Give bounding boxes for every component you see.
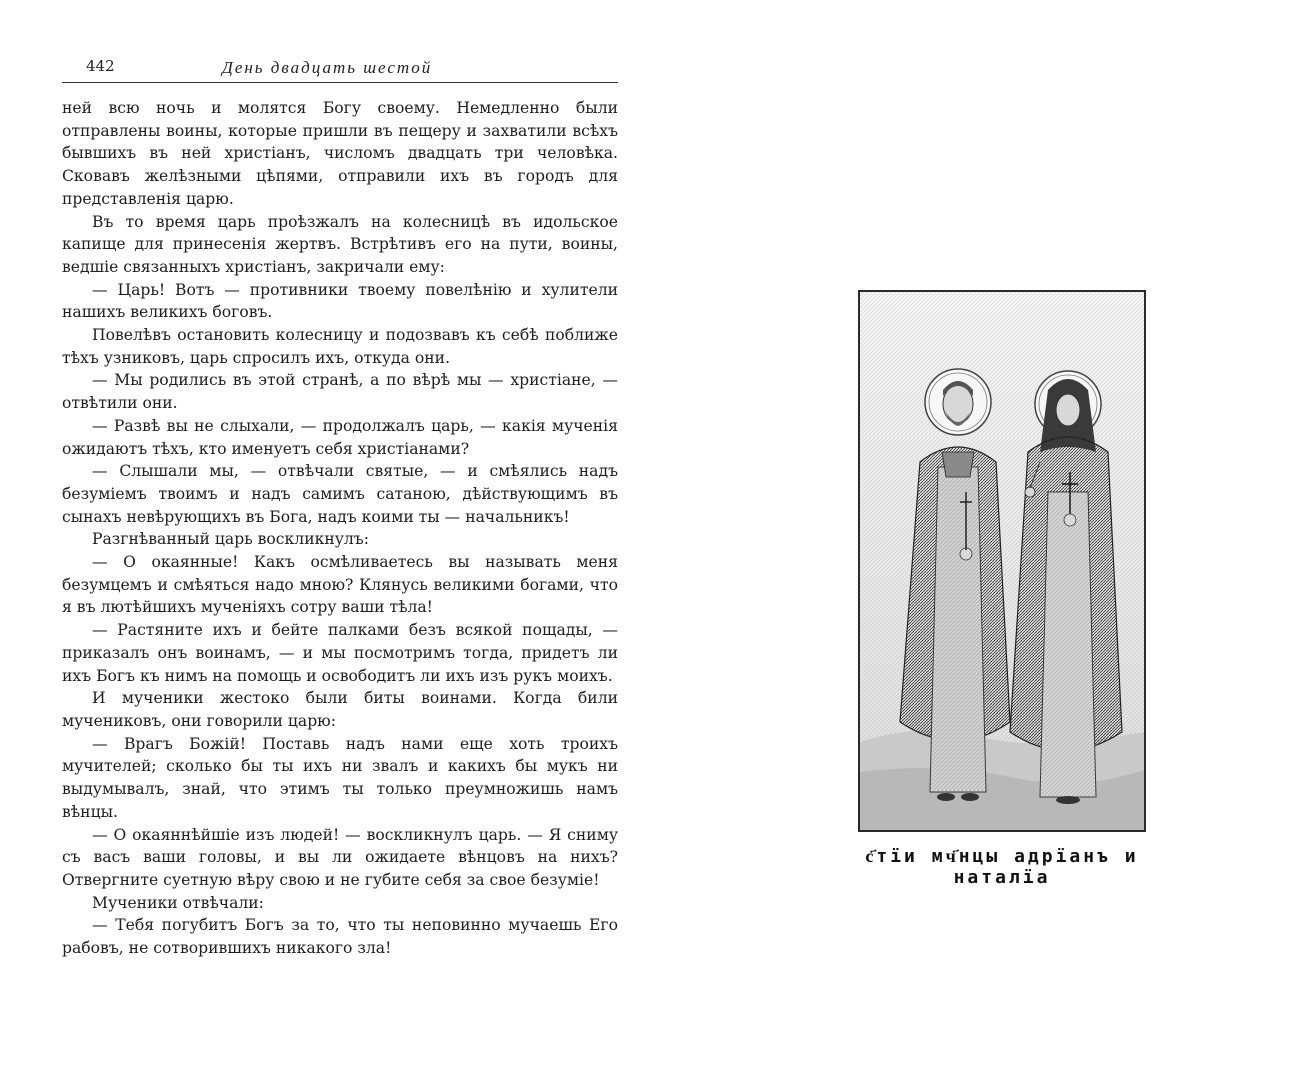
page-number: 442	[86, 57, 115, 75]
illustration-block	[858, 290, 1146, 888]
paragraph: — Растяните ихъ и бейте палками безъ всякой пощады, — приказалъ онъ воинамъ, — и мы посмотримъ тогда, придетъ ли ихъ Богъ къ нимъ на помощь и освободитъ ли ихъ изъ рукъ моихъ.	[62, 621, 618, 685]
paragraph: Разгнѣванный царь воскликнулъ:	[92, 530, 369, 549]
saints-icon-engraving	[858, 290, 1146, 832]
text-body	[62, 97, 618, 960]
paragraph: Мученики отвѣчали:	[92, 893, 264, 912]
paragraph: — Врагъ Божій! Поставь надъ нами еще хоть троихъ мучителей; сколько бы ты ихъ ни звалъ и какихъ бы мукъ ни выдумывалъ, знай, что этимъ ты только преумножишь намъ вѣнцы.	[62, 734, 618, 821]
left-page	[62, 52, 618, 960]
paragraph: Повелѣвъ остановить колесницу и подозвавъ къ себѣ поближе тѣхъ узниковъ, царь спросилъ ихъ, откуда они.	[62, 326, 618, 367]
paragraph: И мученики жестоко были биты воинами. Когда били мучениковъ, они говорили царю:	[62, 689, 618, 730]
paragraph: — Царь! Вотъ — противники твоему повелѣнію и хулители нашихъ великихъ боговъ.	[62, 280, 618, 322]
paragraph: Въ то время царь проѣзжалъ на колесницѣ въ идольское капище для принесенія жертвъ. Встрѣтивъ его на пути, воины, ведшіе связанныхъ христіанъ, закричали ему:	[62, 212, 618, 276]
paragraph: — О окаянные! Какъ осмѣливаетесь вы называть меня безумцемъ и смѣяться надо мною? Клянусь великими богами, что я въ лютѣйшихъ мученіяхъ сотру ваши тѣла!	[62, 553, 618, 617]
paragraph: — Тебя погубитъ Богъ за то, что ты неповинно мучаешь Его рабовъ, не сотворившихъ никакого зла!	[62, 916, 618, 958]
paragraph: — Развѣ вы не слыхали, — продолжалъ царь, — какія мученія ожидаютъ тѣхъ, кто именуетъ себя христіанами?	[62, 416, 618, 458]
illustration-caption: с҃тїи мч҃нцы адрїанъ и наталїа	[865, 846, 1139, 888]
running-head	[62, 52, 618, 83]
paragraph: ней всю ночь и молятся Богу своему. Немедленно были отправлены воины, которые пришли въ пещеру и захватили всѣхъ бывшихъ въ ней христіанъ, числомъ двадцать три человѣка. Сковавъ желѣзными цѣпями, отправили ихъ въ городъ для представленія царю.	[62, 99, 618, 208]
paragraph: — Мы родились въ этой странѣ, а по вѣрѣ мы — христіане, — отвѣтили они.	[62, 371, 618, 413]
running-title: День двадцать шестой	[222, 58, 433, 77]
paragraph: — О окаяннѣйшіе изъ людей! — воскликнулъ царь. — Я сниму съ васъ ваши головы, и вы ли ожидаете вѣнцовъ на нихъ? Отвергните суетную вѣру свою и не губите себя за свое безуміе!	[62, 825, 618, 889]
paragraph: — Слышали мы, — отвѣчали святые, — и смѣялись надъ безуміемъ твоимъ и надъ самимъ сатаною, дѣйствующимъ въ сынахъ невѣрующихъ въ Бога, надъ коими ты — начальникъ!	[62, 462, 618, 526]
